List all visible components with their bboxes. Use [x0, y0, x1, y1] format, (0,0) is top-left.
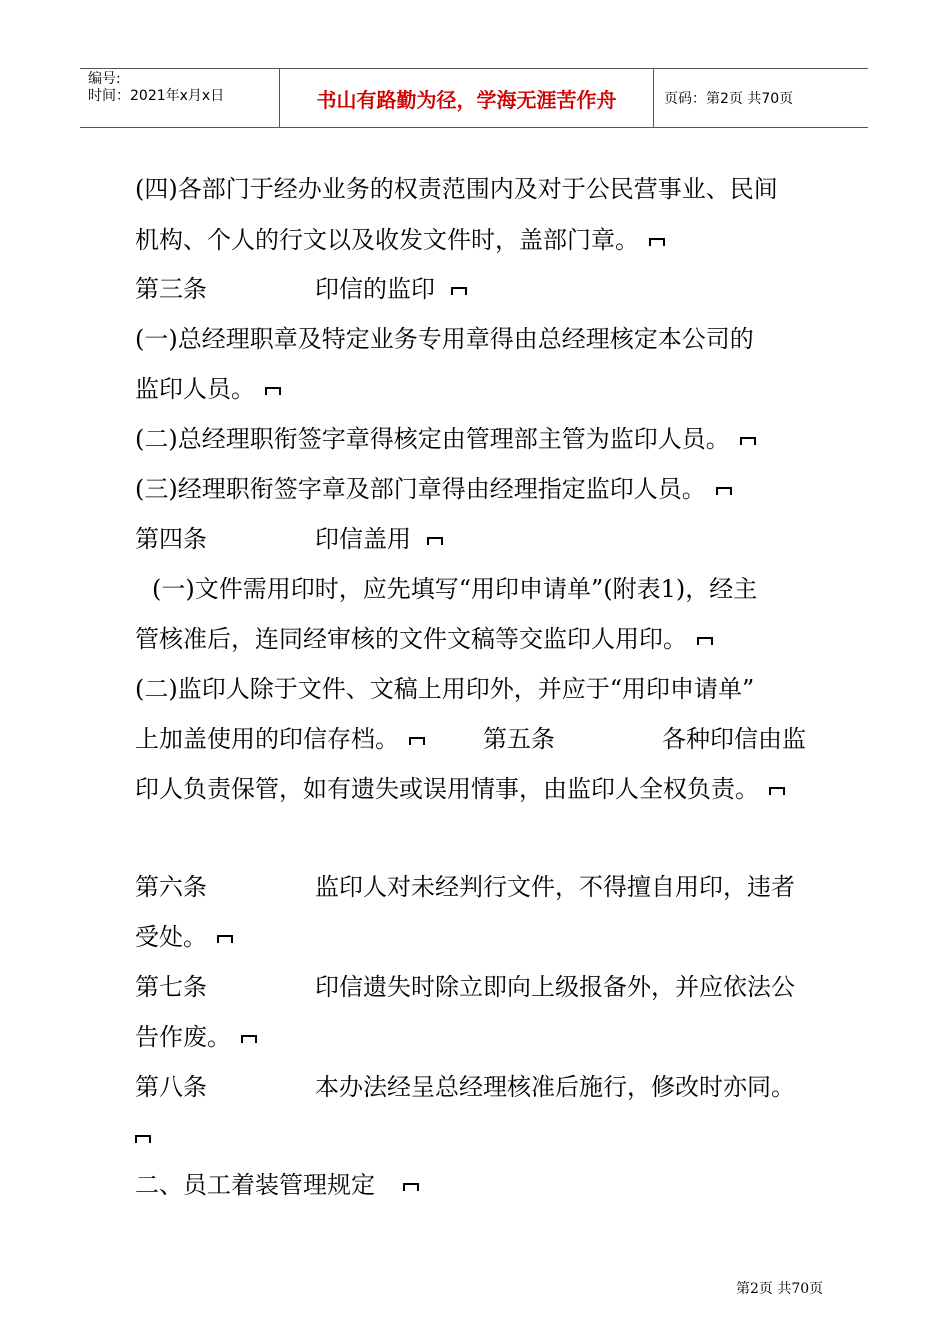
- body-line: 监印人员。: [135, 374, 281, 404]
- article-4-line: 第四条 印信盖用: [135, 524, 207, 554]
- article-8-line: 第八条 本办法经呈总经理核准后施行，修改时亦同。: [135, 1073, 795, 1101]
- body-line: (三)经理职衔签字章及部门章得由经理指定监印人员。: [135, 474, 732, 504]
- paragraph-mark-icon: [740, 437, 756, 445]
- paragraph-mark-icon: [769, 787, 785, 795]
- document-number-label: 编号:: [88, 71, 121, 87]
- paragraph-mark-icon: [403, 1183, 419, 1191]
- body-line: 受处。: [135, 922, 233, 952]
- paragraph-mark-icon: [649, 238, 665, 246]
- article-6-line: 第六条 监印人对未经判行文件，不得擅自用印，违者: [135, 873, 795, 901]
- body-line: (二)监印人除于文件、文稿上用印外，并应于“用印申请单”: [135, 675, 755, 703]
- body-line: (一)总经理职章及特定业务专用章得由总经理核定本公司的: [135, 325, 754, 353]
- paragraph-mark-icon: [716, 487, 732, 495]
- article-5-line: 上加盖使用的印信存档。 第五条 各种印信由监: [135, 725, 806, 753]
- body-line: 管核准后，连同经审核的文件文稿等交监印人用印。: [135, 624, 713, 654]
- article-7-line: 第七条 印信遗失时除立即向上级报备外，并应依法公: [135, 973, 795, 1001]
- paragraph-mark-icon: [217, 935, 233, 943]
- article-3-line: 第三条 印信的监印: [135, 274, 207, 304]
- body-line: [135, 1122, 151, 1152]
- header-page-info: 页码：第2页 共70页: [664, 91, 794, 107]
- page-footer: 第2页 共70页: [736, 1281, 824, 1297]
- body-line: 告作废。: [135, 1022, 257, 1052]
- paragraph-mark-icon: [409, 737, 425, 745]
- header-motto: 书山有路勤为径，学海无涯苦作舟: [280, 69, 654, 127]
- paragraph-mark-icon: [451, 287, 467, 295]
- body-line: (四)各部门于经办业务的权责范围内及对于公民营事业、民间: [135, 175, 778, 203]
- paragraph-mark-icon: [697, 637, 713, 645]
- body-line: (二)总经理职衔签字章得核定由管理部主管为监印人员。: [135, 424, 756, 454]
- paragraph-mark-icon: [265, 387, 281, 395]
- body-line: 印人负责保管，如有遗失或误用情事，由监印人全权负责。: [135, 774, 785, 804]
- section-heading: 二、员工着装管理规定: [135, 1170, 419, 1200]
- document-time-label: 时间：2021年x月x日: [88, 88, 225, 104]
- body-line: 机构、个人的行文以及收发文件时，盖部门章。: [135, 225, 665, 255]
- page-header: [80, 68, 868, 128]
- body-line: (一)文件需用印时，应先填写“用印申请单”(附表1)，经主: [152, 575, 758, 603]
- paragraph-mark-icon: [241, 1035, 257, 1043]
- paragraph-mark-icon: [427, 537, 443, 545]
- header-meta: [80, 69, 280, 127]
- paragraph-mark-icon: [135, 1135, 151, 1143]
